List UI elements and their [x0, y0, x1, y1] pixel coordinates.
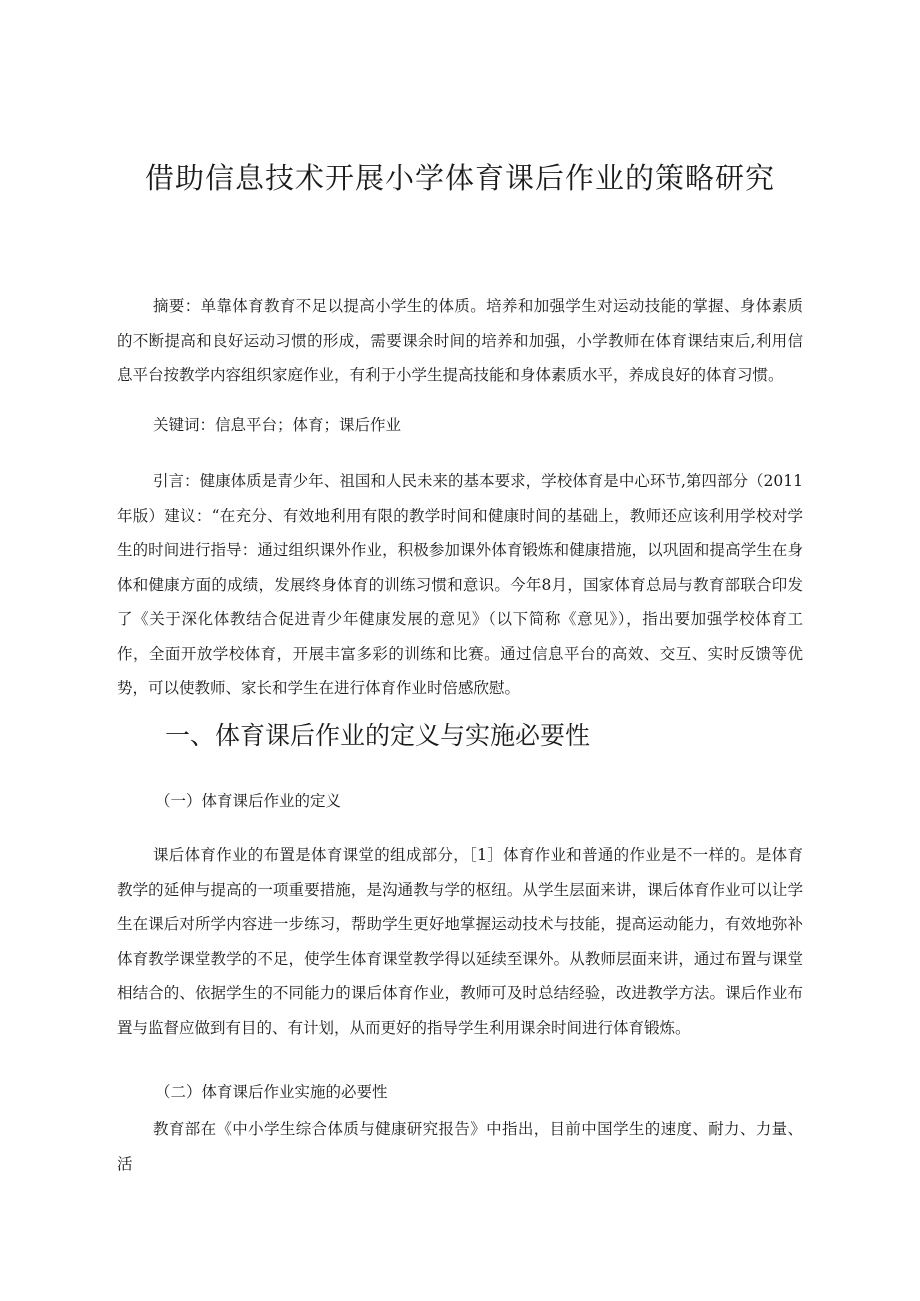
section-1-heading: 一、体育课后作业的定义与实施必要性 — [165, 721, 591, 750]
subsection-2-heading: （二）体育课后作业实施的必要性 — [155, 1083, 388, 1101]
introduction-paragraph: 引言：健康体质是青少年、祖国和人民未来的基本要求，学校体育是中心环节,第四部分（2011年版）建议：“在充分、有效地利用有限的教学时间和健康时间的基础上，教师还应该利用学校对学生的时间进行指导：通过组织课外作业，积极参加课外体育锻炼和健康措施，以巩固和提高学生在身体和健康方面的成绩，发展终身体育的训练习惯和意识。今年8月，国家体育总局与教育部联合印发了《关于深化体教结合促进青少年健康发展的意见》（以下简称《意见》），指出要加强学校体育工作，全面开放学校体育，开展丰富多彩的训练和比赛。通过信息平台的高效、交互、实时反馈等优势，可以使教师、家长和学生在进行体育作业时倍感欣慰。 — [117, 472, 803, 697]
keywords-line: 关键词：信息平台；体育；课后作业 — [153, 416, 402, 434]
document-title: 借助信息技术开展小学体育课后作业的策略研究 — [144, 161, 775, 195]
abstract-paragraph: 摘要：单靠体育教育不足以提高小学生的体质。培养和加强学生对运动技能的掌握、身体素质的不断提高和良好运动习惯的形成，需要课余时间的培养和加强，小学教师在体育课结束后,利用信息平台按教学内容组织家庭作业，有利于小学生提高技能和身体素质水平，养成良好的体育习惯。 — [117, 297, 803, 384]
subsection-2-paragraph: 教育部在《中小学生综合体质与健康研究报告》中指出，目前中国学生的速度、耐力、力量、活 — [117, 1120, 803, 1173]
subsection-1-paragraph: 课后体育作业的布置是体育课堂的组成部分，［1］体育作业和普通的作业是不一样的。是体育教学的延伸与提高的一项重要措施，是沟通教与学的枢纽。从学生层面来讲，课后体育作业可以让学生在课后对所学内容进一步练习，帮助学生更好地掌握运动技术与技能，提高运动能力，有效地弥补体育教学课堂教学的不足，使学生体育课堂教学得以延续至课外。从教师层面来讲，通过布置与课堂相结合的、依据学生的不同能力的课后体育作业，教师可及时总结经验，改进教学方法。课后作业布置与监督应做到有目的、有计划，从而更好的指导学生利用课余时间进行体育锻炼。 — [117, 846, 803, 1037]
subsection-1-heading: （一）体育课后作业的定义 — [155, 792, 342, 810]
